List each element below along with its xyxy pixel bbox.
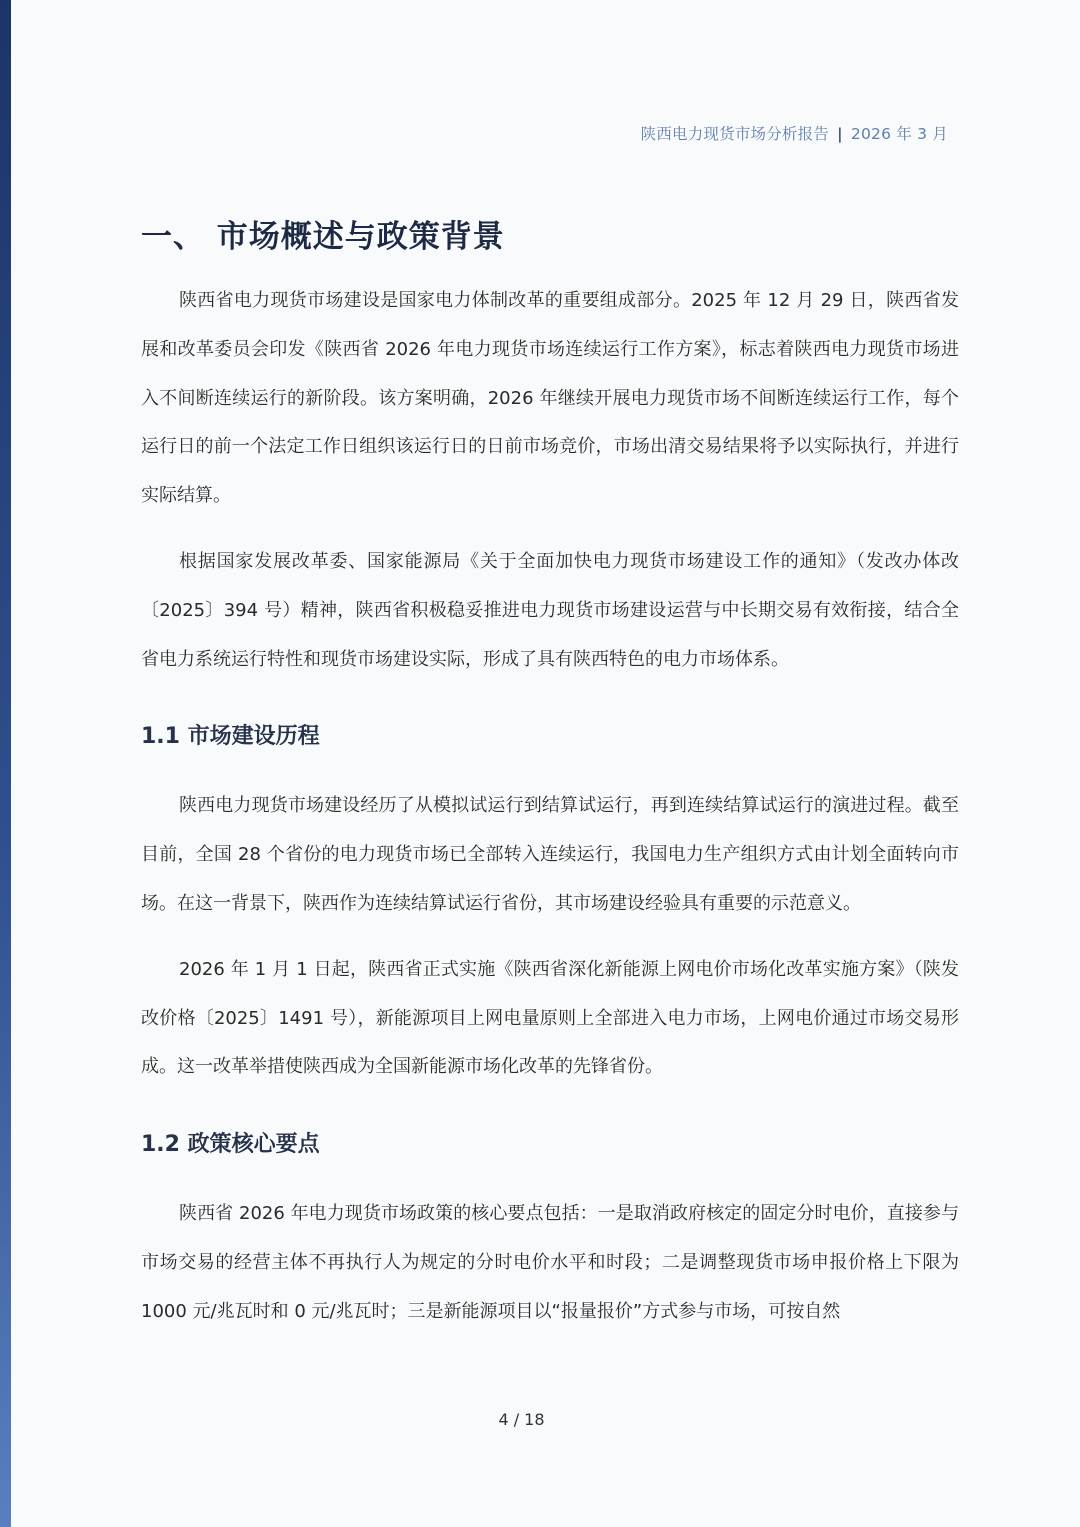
- page-content: [141, 214, 959, 1337]
- subsection-title-1-2: 1.2 政策核心要点: [141, 1132, 320, 1158]
- section-paragraph-1: 陕西省电力现货市场建设是国家电力体制改革的重要组成部分。2025 年 12 月 29 日，陕西省发展和改革委员会印发《陕西省 2026 年电力现货市场连续运行工作方案》，标志着陕西电力现货市场进入不间断连续运行的新阶段。该方案明确，2026 年继续开展电力现货市场不间断连续运行工作，每个运行日的前一个法定工作日组织该运行日的日前市场竞价，市场出清交易结果将予以实际执行，并进行实际结算。: [141, 290, 959, 507]
- report-date: 2026 年 3 月: [850, 125, 948, 143]
- subsection-title-1-1: 1.1 市场建设历程: [141, 724, 320, 750]
- report-title: 陕西电力现货市场分析报告: [640, 125, 830, 143]
- page-footer: [11, 1410, 1080, 1429]
- page-number: 4 / 18: [498, 1410, 545, 1429]
- header-separator: |: [837, 125, 843, 143]
- section-title: 一、 市场概述与政策背景: [141, 219, 505, 255]
- subsection-1-1-paragraph-1: 陕西电力现货市场建设经历了从模拟试运行到结算试运行，再到连续结算试运行的演进过程。截至目前，全国 28 个省份的电力现货市场已全部转入连续运行，我国电力生产组织方式由计划全面转向市场。在这一背景下，陕西作为连续结算试运行省份，其市场建设经验具有重要的示范意义。: [141, 795, 959, 914]
- sidebar-stripe: [0, 0, 11, 1527]
- document-page: [11, 0, 1080, 1527]
- page-header: [641, 122, 948, 144]
- subsection-1-2-paragraph-1: 陕西省 2026 年电力现货市场政策的核心要点包括：一是取消政府核定的固定分时电价，直接参与市场交易的经营主体不再执行人为规定的分时电价水平和时段；二是调整现货市场申报价格上下限为 1000 元/兆瓦时和 0 元/兆瓦时；三是新能源项目以“报量报价”方式参与市场，可按自然: [141, 1203, 959, 1322]
- subsection-1-1-paragraph-2: 2026 年 1 月 1 日起，陕西省正式实施《陕西省深化新能源上网电价市场化改革实施方案》（陕发改价格〔2025〕1491 号），新能源项目上网电量原则上全部进入电力市场，上网电价通过市场交易形成。这一改革举措使陕西成为全国新能源市场化改革的先锋省份。: [141, 958, 959, 1078]
- section-paragraph-2: 根据国家发展改革委、国家能源局《关于全面加快电力现货市场建设工作的通知》（发改办体改〔2025〕394 号）精神，陕西省积极稳妥推进电力现货市场建设运营与中长期交易有效衔接，结合全省电力系统运行特性和现货市场建设实际，形成了具有陕西特色的电力市场体系。: [141, 550, 959, 670]
